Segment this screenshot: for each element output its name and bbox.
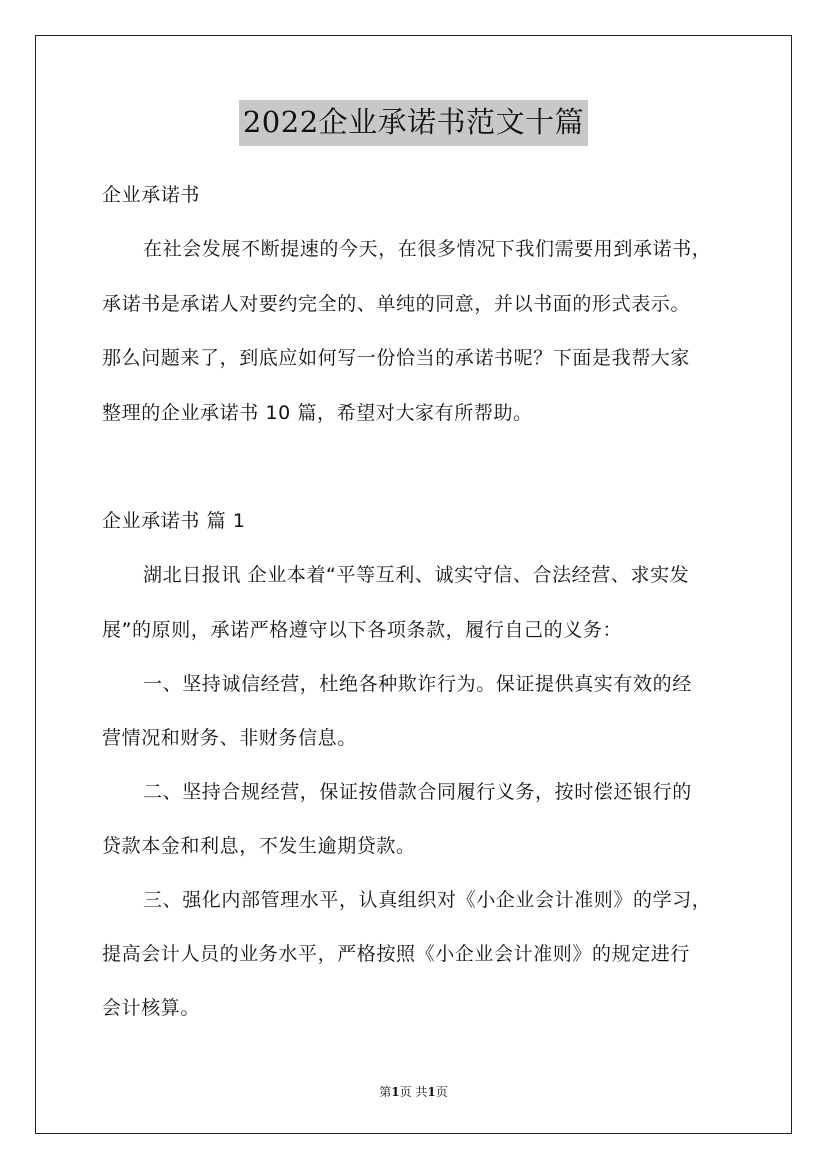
intro-line-2: 承诺书是承诺人对要约完全的、单纯的同意，并以书面的形式表示。: [102, 293, 691, 315]
section1-line-3: 一、坚持诚信经营，杜绝各种欺诈行为。保证提供真实有效的经: [143, 673, 692, 695]
section1-line-1: 湖北日报讯 企业本着“平等互利、诚实守信、合法经营、求实发: [143, 564, 690, 586]
footer-page-mid: 页 共: [399, 1085, 428, 1099]
footer-total-pages: 1: [427, 1085, 436, 1099]
intro-heading: 企业承诺书: [102, 184, 201, 206]
intro-line-1: 在社会发展不断提速的今天，在很多情况下我们需要用到承诺书，: [143, 238, 712, 260]
footer-page-number: 1: [391, 1085, 400, 1099]
section1-line-6: 贷款本金和利息，不发生逾期贷款。: [102, 835, 416, 857]
footer-page-suffix: 页: [435, 1085, 448, 1099]
intro-line-4: 整理的企业承诺书 10 篇，希望对大家有所帮助。: [102, 402, 533, 424]
document-title: 2022企业承诺书范文十篇: [239, 100, 588, 146]
page-footer: [0, 1084, 827, 1100]
section1-line-9: 会计核算。: [102, 997, 201, 1019]
footer-page-prefix: 第: [379, 1085, 392, 1099]
section1-line-7: 三、强化内部管理水平，认真组织对《小企业会计准则》的学习，: [143, 889, 712, 911]
section1-line-5: 二、坚持合规经营，保证按借款合同履行义务，按时偿还银行的: [143, 781, 692, 803]
section1-line-8: 提高会计人员的业务水平，严格按照《小企业会计准则》的规定进行: [102, 943, 691, 965]
intro-line-3: 那么问题来了，到底应如何写一份恰当的承诺书呢？下面是我帮大家: [102, 347, 691, 369]
section1-line-2: 展”的原则，承诺严格遵守以下各项条款，履行自己的义务：: [102, 619, 623, 641]
section1-line-4: 营情况和财务、非财务信息。: [102, 727, 357, 749]
section1-heading: 企业承诺书 篇 1: [102, 510, 246, 532]
title-container: [0, 100, 827, 146]
